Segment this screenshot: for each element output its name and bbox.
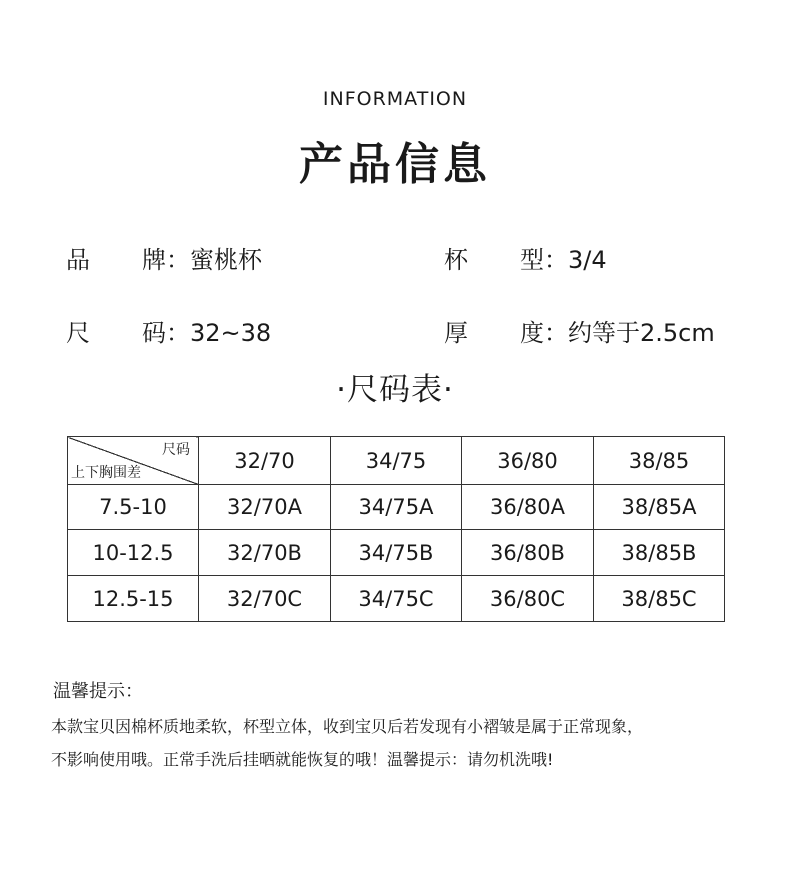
info-brand — [66, 240, 262, 275]
table-row — [68, 576, 725, 622]
info-thickness-value: 约等于2.5cm — [568, 319, 715, 347]
info-size-value: 32~38 — [190, 319, 272, 347]
row-header: 7.5-10 — [68, 485, 199, 530]
info-subtitle: INFORMATION — [322, 88, 468, 110]
size-chart-corner-cell — [68, 437, 199, 485]
info-cup-type-value: 3/4 — [568, 246, 607, 274]
info-brand-label-1: 品 — [66, 246, 90, 274]
info-brand-value: 蜜桃杯 — [190, 246, 262, 274]
column-header: 34/75 — [331, 437, 462, 485]
notice-title: 温馨提示： — [53, 681, 143, 702]
page-title: 产品信息 — [299, 139, 491, 190]
info-cup-type-label-1: 杯 — [444, 246, 468, 274]
info-size — [66, 313, 271, 348]
table-cell: 32/70A — [199, 485, 331, 530]
table-cell: 32/70B — [199, 530, 331, 576]
size-chart-table — [67, 436, 725, 622]
corner-label-bust-diff: 上下胸围差 — [71, 465, 141, 481]
column-header: 36/80 — [462, 437, 594, 485]
info-size-label-1: 尺 — [66, 319, 90, 347]
table-cell: 32/70C — [199, 576, 331, 622]
table-cell: 36/80A — [462, 485, 594, 530]
info-brand-label-2: 牌： — [142, 246, 190, 274]
table-cell: 38/85A — [594, 485, 725, 530]
notice-line: 不影响使用哦。正常手洗后挂晒就能恢复的哦！温馨提示：请勿机洗哦! — [51, 750, 554, 769]
info-size-label-2: 码： — [142, 319, 190, 347]
row-header: 10-12.5 — [68, 530, 199, 576]
table-row — [68, 485, 725, 530]
info-cup-type — [444, 240, 607, 275]
table-cell: 36/80C — [462, 576, 594, 622]
row-header: 12.5-15 — [68, 576, 199, 622]
table-row — [68, 530, 725, 576]
notice-line: 本款宝贝因棉杯质地柔软，杯型立体，收到宝贝后若发现有小褶皱是属于正常现象， — [51, 717, 644, 736]
size-chart-header-row — [68, 437, 725, 485]
column-header: 38/85 — [594, 437, 725, 485]
info-thickness-label-1: 厚 — [444, 319, 468, 347]
corner-label-size: 尺码 — [162, 442, 190, 458]
table-cell: 34/75B — [331, 530, 462, 576]
table-cell: 34/75A — [331, 485, 462, 530]
info-thickness — [444, 313, 715, 348]
table-cell: 36/80B — [462, 530, 594, 576]
info-cup-type-label-2: 型： — [520, 246, 568, 274]
column-header: 32/70 — [199, 437, 331, 485]
table-cell: 38/85C — [594, 576, 725, 622]
size-chart-heading: ·尺码表· — [336, 372, 454, 408]
table-cell: 34/75C — [331, 576, 462, 622]
table-cell: 38/85B — [594, 530, 725, 576]
info-thickness-label-2: 度： — [520, 319, 568, 347]
